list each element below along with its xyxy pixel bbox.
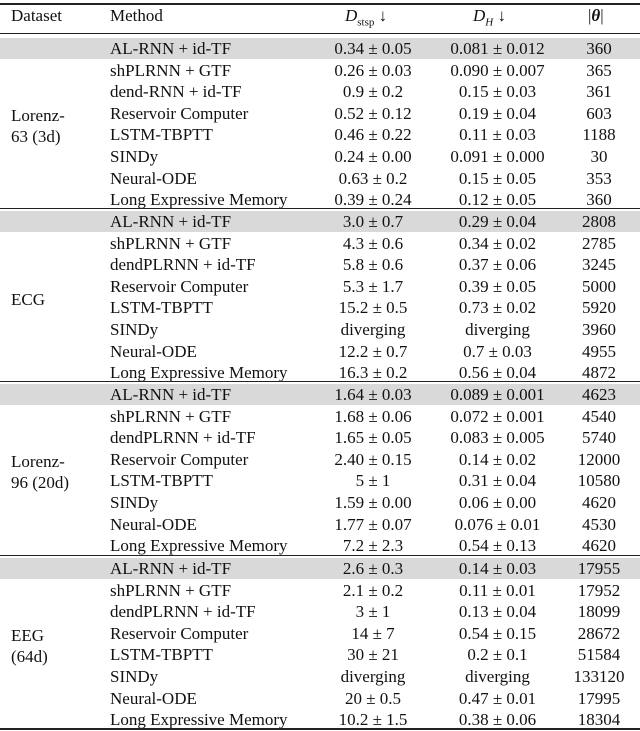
dataset-label: ECG <box>11 289 45 309</box>
table-row <box>0 384 640 405</box>
params-cell: 4530 <box>582 514 616 534</box>
method-cell: AL-RNN + id-TF <box>110 39 232 58</box>
dstsp-cell: 0.26 ± 0.03 <box>334 60 412 80</box>
dstsp-cell: 1.65 ± 0.05 <box>334 428 412 448</box>
dh-cell: 0.076 ± 0.01 <box>454 514 541 534</box>
method-cell: SINDy <box>110 147 159 166</box>
method-cell: Reservoir Computer <box>110 449 249 469</box>
method-cell: LSTM-TBPTT <box>110 298 213 318</box>
params-cell: 603 <box>586 103 612 123</box>
table-header <box>0 0 640 36</box>
dh-cell: diverging <box>465 320 530 339</box>
method-cell: LSTM-TBPTT <box>110 125 213 145</box>
group-separator <box>0 208 640 209</box>
table-row <box>0 470 640 491</box>
method-cell: Neural-ODE <box>110 514 197 534</box>
dh-cell: 0.12 ± 0.05 <box>458 190 537 210</box>
dataset-label: EEG (64d) <box>11 626 48 667</box>
params-cell: 30 <box>590 147 608 166</box>
dstsp-cell: 0.52 ± 0.12 <box>334 103 412 123</box>
table-row <box>0 211 640 232</box>
table-row <box>0 319 640 340</box>
method-cell: Neural-ODE <box>110 688 197 708</box>
dh-cell: 0.54 ± 0.15 <box>458 623 537 643</box>
dstsp-cell: 1.59 ± 0.00 <box>334 493 412 512</box>
dstsp-cell: 10.2 ± 1.5 <box>338 710 408 730</box>
dh-cell: 0.38 ± 0.06 <box>458 710 537 730</box>
params-cell: 1188 <box>582 125 616 145</box>
params-cell: 17955 <box>577 559 621 578</box>
method-cell: shPLRNN + GTF <box>110 580 232 600</box>
dh-cell: 0.11 ± 0.01 <box>459 580 536 600</box>
header-dataset: Dataset <box>11 6 62 25</box>
method-cell: Long Expressive Memory <box>110 190 288 210</box>
params-cell: 365 <box>586 60 612 80</box>
params-cell: 51584 <box>577 645 621 665</box>
method-cell: Long Expressive Memory <box>110 363 288 383</box>
dstsp-cell: 2.1 ± 0.2 <box>342 580 404 600</box>
params-cell: 10580 <box>577 471 621 491</box>
dstsp-cell: 3.0 ± 0.7 <box>342 212 404 231</box>
table-row <box>0 449 640 470</box>
method-cell: Reservoir Computer <box>110 623 249 643</box>
header-rule <box>0 33 640 34</box>
header-dh: $D_H$ ↓ <box>473 6 506 29</box>
method-cell: dendPLRNN + id-TF <box>110 602 256 622</box>
params-cell: 5920 <box>582 298 616 318</box>
table-row <box>0 38 640 59</box>
params-cell: 360 <box>586 190 612 210</box>
header-dstsp: $D_{stsp}$ ↓ <box>345 6 388 29</box>
table-row <box>0 688 640 709</box>
table-row <box>0 276 640 297</box>
params-cell: 3245 <box>582 255 616 275</box>
params-cell: 12000 <box>577 449 621 469</box>
params-cell: 28672 <box>577 623 621 643</box>
params-cell: 360 <box>586 39 612 58</box>
table-row <box>0 580 640 601</box>
params-cell: 2808 <box>582 212 616 231</box>
dstsp-cell: 0.63 ± 0.2 <box>338 168 408 188</box>
params-cell: 17995 <box>577 688 621 708</box>
params-cell: 3960 <box>582 320 616 339</box>
params-cell: 353 <box>586 168 612 188</box>
table-row <box>0 558 640 579</box>
table-row <box>0 535 640 556</box>
dh-cell: 0.090 ± 0.007 <box>450 60 545 80</box>
dstsp-cell: 12.2 ± 0.7 <box>338 341 408 361</box>
dh-cell: 0.14 ± 0.02 <box>458 449 537 469</box>
dh-cell: 0.083 ± 0.005 <box>450 428 545 448</box>
dstsp-cell: 5.8 ± 0.6 <box>342 255 404 275</box>
dstsp-cell: 0.34 ± 0.05 <box>334 39 412 58</box>
params-cell: 5000 <box>582 276 616 296</box>
dstsp-cell: 2.40 ± 0.15 <box>334 449 412 469</box>
method-cell: LSTM-TBPTT <box>110 471 213 491</box>
params-cell: 18304 <box>577 710 621 730</box>
dataset-label: Lorenz- 63 (3d) <box>11 106 65 147</box>
dstsp-cell: diverging <box>340 320 406 339</box>
dstsp-cell: 14 ± 7 <box>351 623 395 643</box>
params-cell: 4620 <box>582 536 616 556</box>
method-cell: dendPLRNN + id-TF <box>110 255 256 275</box>
method-cell: dend-RNN + id-TF <box>110 82 242 102</box>
group-separator <box>0 555 640 556</box>
method-cell: SINDy <box>110 320 159 339</box>
table-row <box>0 427 640 448</box>
table-row <box>0 514 640 535</box>
params-cell: 18099 <box>577 602 621 622</box>
dstsp-cell: 7.2 ± 2.3 <box>342 536 404 556</box>
dstsp-cell: 0.24 ± 0.00 <box>334 147 412 166</box>
dstsp-cell: 15.2 ± 0.5 <box>338 298 408 318</box>
table-row <box>0 297 640 318</box>
table-row <box>0 254 640 275</box>
table-row <box>0 644 640 665</box>
dh-cell: 0.2 ± 0.1 <box>467 645 528 665</box>
dstsp-cell: 0.46 ± 0.22 <box>334 125 412 145</box>
dh-cell: 0.14 ± 0.03 <box>458 559 537 578</box>
dh-cell: 0.072 ± 0.001 <box>450 406 545 426</box>
group-separator <box>0 381 640 382</box>
table-row <box>0 623 640 644</box>
dh-cell: 0.31 ± 0.04 <box>458 471 537 491</box>
method-cell: Neural-ODE <box>110 168 197 188</box>
table-row <box>0 60 640 81</box>
table-row <box>0 103 640 124</box>
dstsp-cell: 16.3 ± 0.2 <box>338 363 408 383</box>
dh-cell: 0.7 ± 0.03 <box>463 341 532 361</box>
table-row <box>0 601 640 622</box>
dstsp-cell: 2.6 ± 0.3 <box>342 559 404 578</box>
params-cell: 4623 <box>582 385 616 404</box>
dh-cell: 0.13 ± 0.04 <box>458 602 537 622</box>
dh-cell: 0.54 ± 0.13 <box>458 536 537 556</box>
table-row <box>0 168 640 189</box>
params-cell: 4955 <box>582 341 616 361</box>
method-cell: dendPLRNN + id-TF <box>110 428 256 448</box>
table-row <box>0 666 640 687</box>
method-cell: AL-RNN + id-TF <box>110 385 232 404</box>
dstsp-cell: 3 ± 1 <box>355 602 391 622</box>
dstsp-cell: 0.39 ± 0.24 <box>334 190 412 210</box>
dh-cell: 0.56 ± 0.04 <box>458 363 537 383</box>
dh-cell: 0.47 ± 0.01 <box>458 688 537 708</box>
dh-cell: 0.089 ± 0.001 <box>450 385 545 404</box>
dh-cell: 0.06 ± 0.00 <box>458 493 537 512</box>
table-row <box>0 81 640 102</box>
method-cell: Neural-ODE <box>110 341 197 361</box>
table-row <box>0 406 640 427</box>
dh-cell: 0.34 ± 0.02 <box>458 233 537 253</box>
method-cell: shPLRNN + GTF <box>110 406 232 426</box>
dstsp-cell: 1.77 ± 0.07 <box>334 514 412 534</box>
dataset-label: Lorenz- 96 (20d) <box>11 452 70 493</box>
dh-cell: 0.091 ± 0.000 <box>450 147 545 166</box>
table-row <box>0 124 640 145</box>
dstsp-cell: 5.3 ± 1.7 <box>342 276 404 296</box>
dstsp-cell: 30 ± 21 <box>347 645 399 665</box>
dstsp-cell: diverging <box>340 667 406 686</box>
dstsp-cell: 1.68 ± 0.06 <box>334 406 412 426</box>
dh-cell: 0.39 ± 0.05 <box>458 276 537 296</box>
dh-cell: 0.73 ± 0.02 <box>458 298 537 318</box>
dh-cell: 0.11 ± 0.03 <box>459 125 536 145</box>
method-cell: Long Expressive Memory <box>110 710 288 730</box>
table-row <box>0 492 640 513</box>
method-cell: Long Expressive Memory <box>110 536 288 556</box>
header-method: Method <box>110 6 163 25</box>
table-row <box>0 146 640 167</box>
header-params: |θ| <box>588 6 604 25</box>
bottom-rule <box>0 728 640 730</box>
params-cell: 2785 <box>582 233 616 253</box>
method-cell: AL-RNN + id-TF <box>110 559 232 578</box>
method-cell: SINDy <box>110 667 159 686</box>
params-cell: 4620 <box>582 493 616 512</box>
params-cell: 133120 <box>573 667 625 686</box>
table-row <box>0 341 640 362</box>
dh-cell: 0.29 ± 0.04 <box>458 212 537 231</box>
params-cell: 4872 <box>582 363 616 383</box>
params-cell: 5740 <box>582 428 616 448</box>
dstsp-cell: 0.9 ± 0.2 <box>342 82 404 102</box>
method-cell: shPLRNN + GTF <box>110 60 232 80</box>
params-cell: 361 <box>586 82 612 102</box>
method-cell: Reservoir Computer <box>110 276 249 296</box>
dh-cell: diverging <box>465 667 530 686</box>
method-cell: Reservoir Computer <box>110 103 249 123</box>
dh-cell: 0.15 ± 0.03 <box>458 82 537 102</box>
dstsp-cell: 5 ± 1 <box>355 471 391 491</box>
dstsp-cell: 4.3 ± 0.6 <box>342 233 404 253</box>
dstsp-cell: 20 ± 0.5 <box>344 688 402 708</box>
method-cell: SINDy <box>110 493 159 512</box>
method-cell: AL-RNN + id-TF <box>110 212 232 231</box>
dh-cell: 0.081 ± 0.012 <box>450 39 545 58</box>
params-cell: 4540 <box>582 406 616 426</box>
dh-cell: 0.37 ± 0.06 <box>458 255 537 275</box>
dstsp-cell: 1.64 ± 0.03 <box>334 385 412 404</box>
dh-cell: 0.15 ± 0.05 <box>458 168 537 188</box>
params-cell: 17952 <box>577 580 621 600</box>
method-cell: LSTM-TBPTT <box>110 645 213 665</box>
table-row <box>0 233 640 254</box>
dh-cell: 0.19 ± 0.04 <box>458 103 537 123</box>
method-cell: shPLRNN + GTF <box>110 233 232 253</box>
